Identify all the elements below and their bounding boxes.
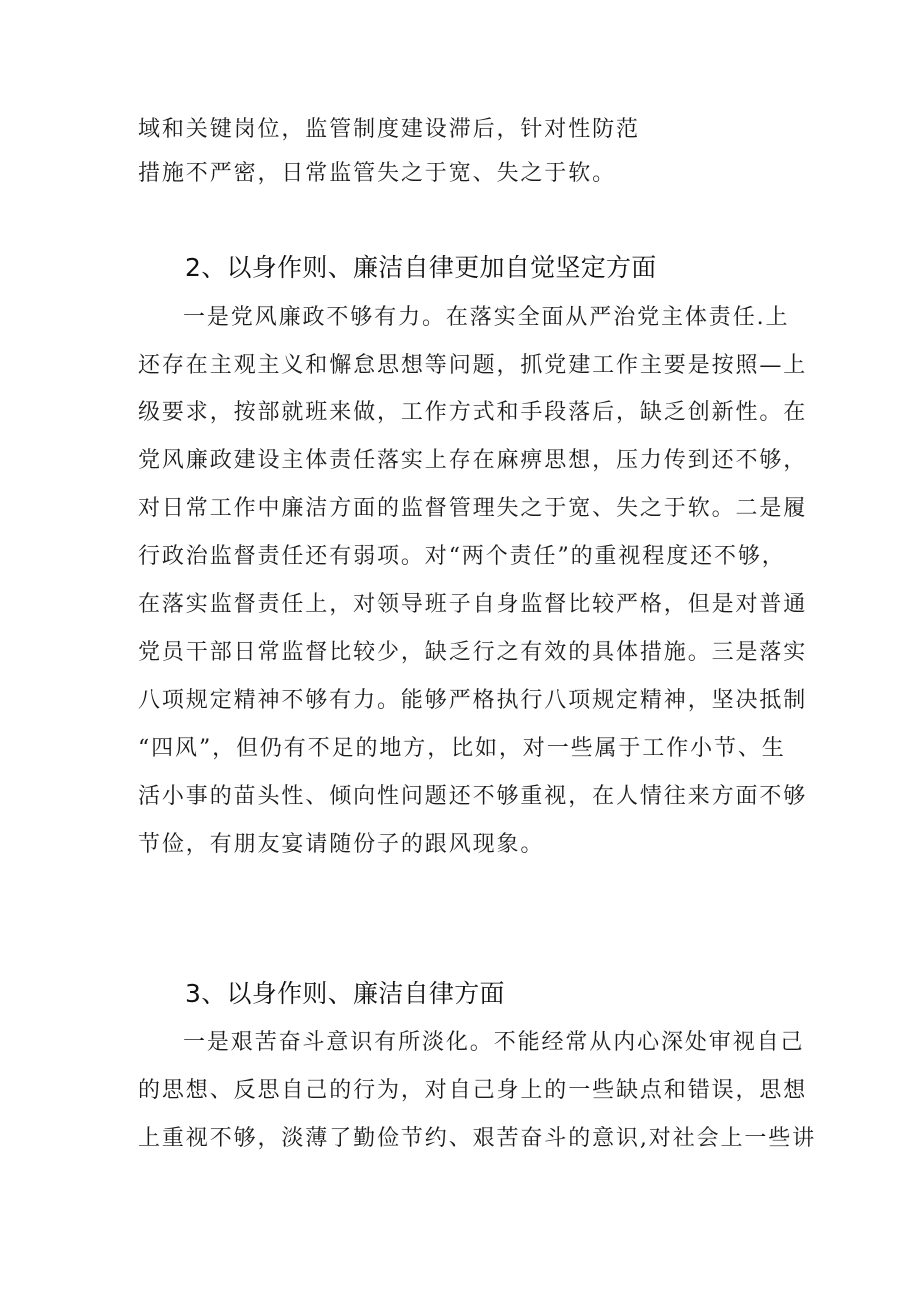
paragraph-line: 级要求，按部就班来做，工作方式和手段落后，缺乏创新性。在 <box>138 400 808 425</box>
paragraph-line: 措施不严密，日常监管失之于宽、失之于软。 <box>138 161 617 186</box>
paragraph-line: 活小事的苗头性、倾向性问题还不够重视，在人情往来方面不够 <box>138 784 808 809</box>
paragraph-line: 党风廉政建设主体责任落实上存在麻痹思想，压力传到还不够， <box>138 448 808 473</box>
section-heading-2: 2、以身作则、廉洁自律更加自觉坚定方面 <box>185 253 657 282</box>
paragraph-line: 还存在主观主义和懈怠思想等问题，抓党建工作主要是按照—上 <box>138 353 808 378</box>
paragraph-line: 节俭，有朋友宴请随份子的跟风现象。 <box>138 832 545 857</box>
paragraph-line: 八项规定精神不够有力。能够严格执行八项规定精神，坚决抵制 <box>138 688 808 713</box>
paragraph-line: 的思想、反思自己的行为，对自己身上的一些缺点和错误，思想 <box>138 1078 808 1103</box>
paragraph-line: 一是艰苦奋斗意识有所淡化。不能经常从内心深处审视自己 <box>183 1030 805 1055</box>
paragraph-line: “四风”，但仍有不足的地方，比如，对一些属于工作小节、生 <box>138 736 786 761</box>
paragraph-line: 行政治监督责任还有弱项。对“两个责任”的重视程度还不够， <box>138 544 786 569</box>
paragraph-line: 对日常工作中廉洁方面的监督管理失之于宽、失之于软。二是履 <box>138 496 808 521</box>
paragraph-line: 党员干部日常监督比较少，缺乏行之有效的具体措施。三是落实 <box>138 640 808 665</box>
paragraph-line: 上重视不够，淡薄了勤俭节约、艰苦奋斗的意识,对社会上一些讲 <box>138 1126 817 1151</box>
section-heading-3: 3、以身作则、廉洁自律方面 <box>185 979 505 1008</box>
paragraph-line: 域和关键岗位，监管制度建设滞后，针对性防范 <box>138 117 640 142</box>
paragraph-line: 在落实监督责任上，对领导班子自身监督比较严格，但是对普通 <box>138 592 808 617</box>
paragraph-line: 一是党风廉政不够有力。在落实全面从严治党主体责任.上 <box>183 305 790 330</box>
